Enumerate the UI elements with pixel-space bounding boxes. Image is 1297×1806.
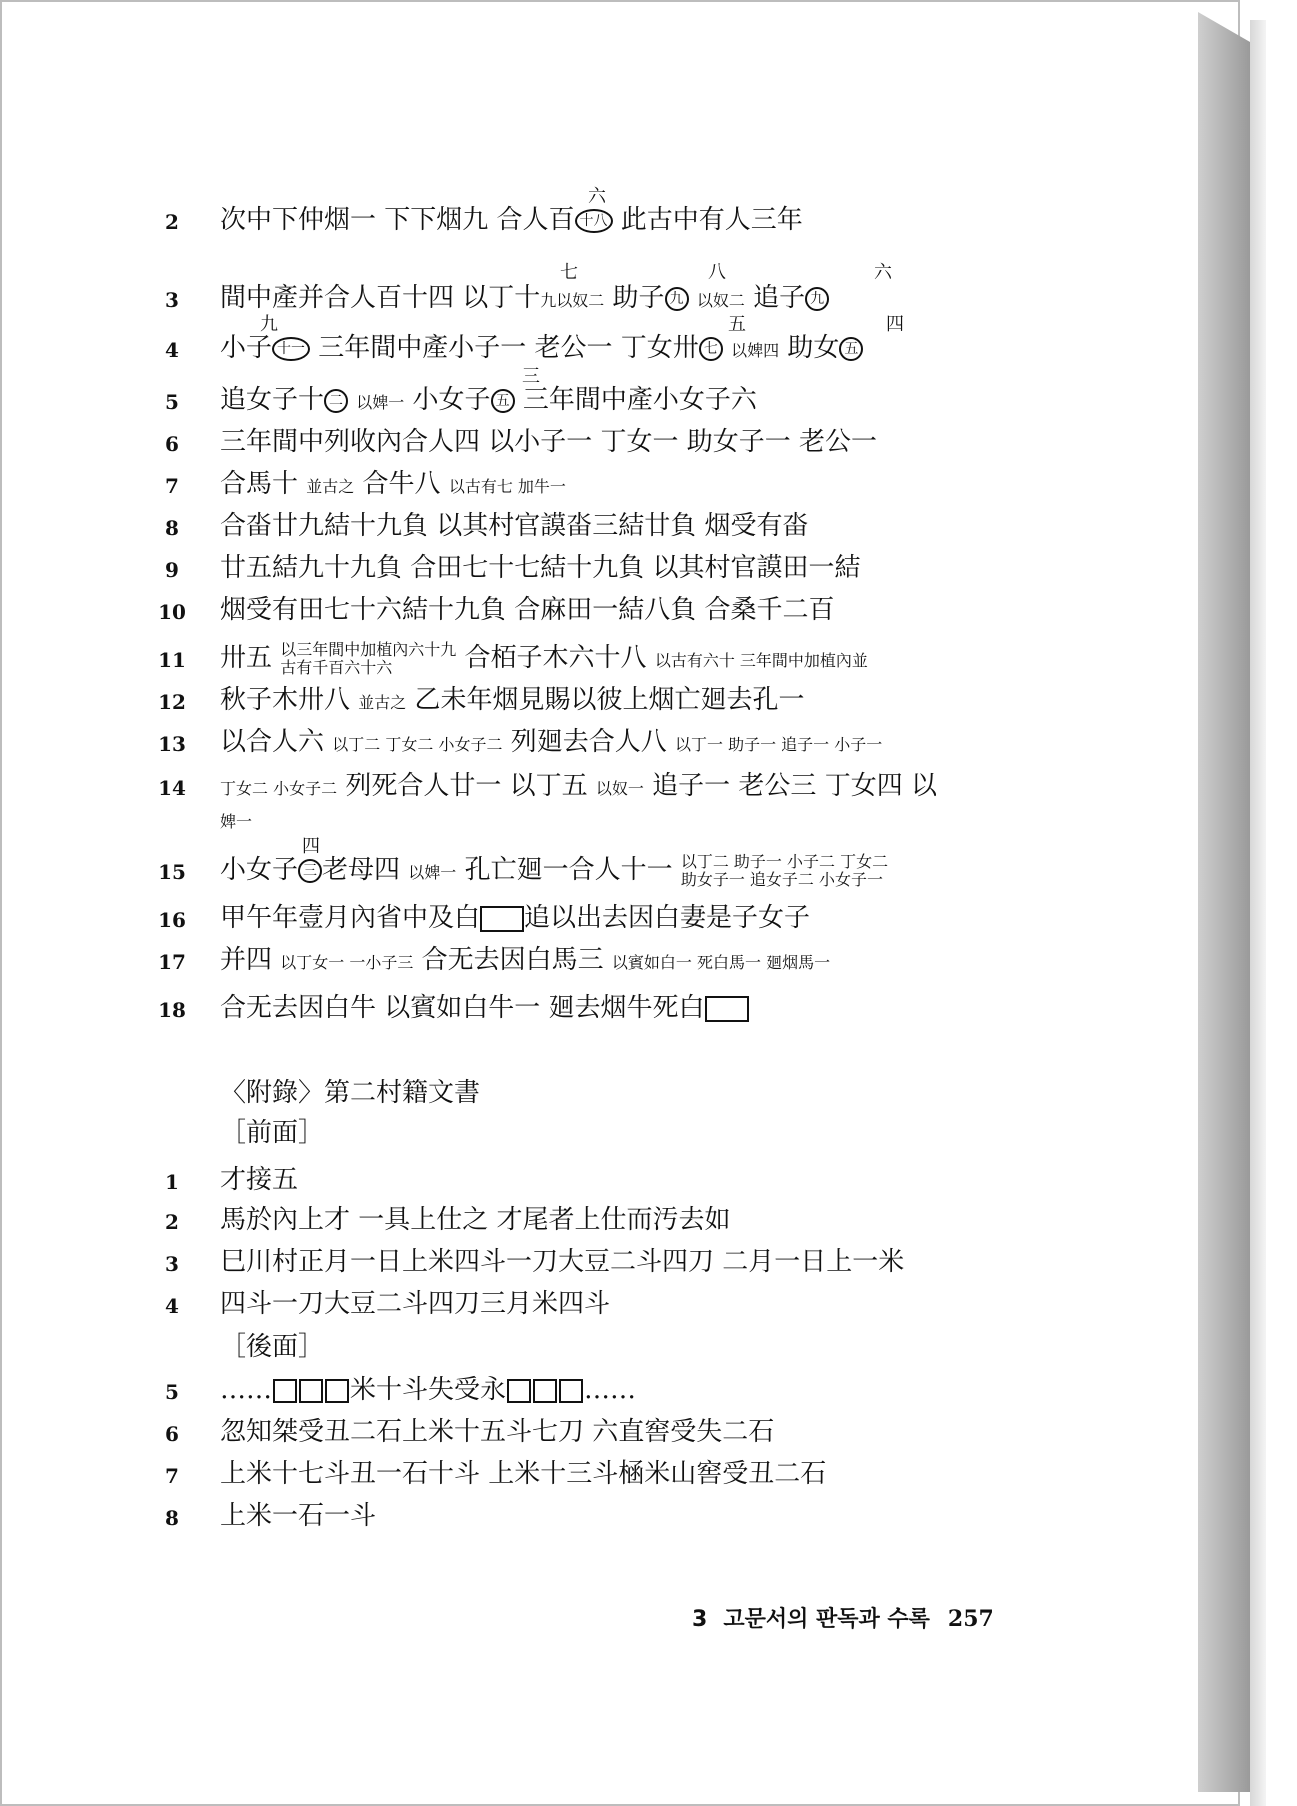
annotation: 以奴一 xyxy=(595,779,644,798)
line-text: 合无去因白馬三 xyxy=(413,945,604,975)
line-text: 秋子木卅八 xyxy=(220,685,351,715)
circled-numeral: 二 xyxy=(324,389,348,413)
line-number: 6 xyxy=(165,432,179,456)
line-text: 間中產并合人百十四 以丁十 xyxy=(220,283,541,313)
line-number: 7 xyxy=(165,1464,179,1488)
circled-numeral: 五 xyxy=(839,337,863,361)
annotation: 以奴二 xyxy=(696,291,745,310)
line-text: 以合人六 xyxy=(220,727,325,757)
line-text: 此古中有人三年 xyxy=(612,205,803,235)
superscript-note: 九 xyxy=(260,314,278,335)
circled-numeral: 九 xyxy=(805,287,829,311)
superscript-note: 七 xyxy=(560,262,578,283)
back-label: ［後面］ xyxy=(220,1332,325,1362)
line-text: 三年間中列收內合人四 以小子一 丁女一 助女子一 老公一 xyxy=(220,427,878,457)
appendix-title: 〈附錄〉第二村籍文書 xyxy=(220,1078,481,1108)
line-text: 合畓廿九結十九負 以其村官謨畓三結廿負 烟受有畓 xyxy=(220,511,809,541)
superscript-note: 六 xyxy=(874,262,892,283)
line-number: 17 xyxy=(158,950,186,974)
line-text: 三年間中產小子一 老公一 丁女卅 xyxy=(310,333,699,363)
line-number: 6 xyxy=(165,1422,179,1446)
annotation: 以婢一 xyxy=(356,393,405,412)
line-number: 2 xyxy=(165,210,179,234)
annotation: 並古之 xyxy=(358,693,407,712)
line-number: 8 xyxy=(165,1506,179,1530)
superscript-note: 四 xyxy=(302,836,320,857)
line-text: 合无去因白牛 以賓如白牛一 廻去烟牛死白 xyxy=(220,993,705,1023)
line-text: 小女子 xyxy=(404,385,491,415)
annotation: 以古有六十 三年間中加植內並 xyxy=(654,651,868,670)
line-text: 追女子十 xyxy=(220,385,325,415)
line-text: 巳川村正月一日上米四斗一刀大豆二斗四刀 二月一日上一米 xyxy=(220,1247,905,1277)
annotation: 以丁一 助子一 追子一 小子一 xyxy=(675,735,883,754)
annotation: 婢一 xyxy=(220,812,253,831)
line-number: 10 xyxy=(158,600,186,624)
line-number: 4 xyxy=(165,338,179,362)
line-text: 合栢子木六十八 xyxy=(456,643,647,673)
chapter-title: 고문서의 판독과 수록 xyxy=(723,1607,930,1632)
missing-char-box xyxy=(507,1379,531,1403)
annotation: 以古有七 加牛一 xyxy=(448,477,566,496)
missing-char-box xyxy=(533,1379,557,1403)
line-number: 3 xyxy=(165,1252,179,1276)
line-number: 9 xyxy=(165,558,179,582)
line-text: 才接五 xyxy=(220,1165,299,1195)
annotation: 並古之 xyxy=(306,477,355,496)
line-text: 乙未年烟見賜以彼上烟亡廻去孔一 xyxy=(406,685,805,715)
line-number: 16 xyxy=(158,908,186,932)
line-number: 14 xyxy=(158,776,186,800)
annotation: 以丁二 丁女二 小女子二 xyxy=(332,735,503,754)
annotation-row: 助女子一 追女子二 小女子一 xyxy=(680,870,884,889)
annotation: 以賓如白一 死白馬一 廻烟馬一 xyxy=(611,953,831,972)
line-number: 1 xyxy=(165,1170,179,1194)
ellipsis: …… xyxy=(584,1375,637,1405)
line-text: 馬於內上才 一具上仕之 才尾者上仕而汚去如 xyxy=(220,1205,731,1235)
superscript-note: 三 xyxy=(522,366,540,387)
annotation-row: 以三年間中加植內六十九 xyxy=(280,640,457,659)
annotation: 以丁女一 一小子三 xyxy=(280,953,414,972)
superscript-note: 八 xyxy=(708,262,726,283)
line-text: 米十斗失受永 xyxy=(350,1375,507,1405)
annotation: 以婢四 xyxy=(731,341,780,360)
line-text: 列廻去合人八 xyxy=(502,727,667,757)
stacked-annotation xyxy=(280,641,456,677)
line-number: 4 xyxy=(165,1294,179,1318)
superscript-note: 六 xyxy=(588,186,606,207)
line-text: 追子一 老公三 丁女四 xyxy=(643,771,903,801)
annotation: 丁女二 小女子二 xyxy=(220,779,338,798)
line-number: 7 xyxy=(165,474,179,498)
circled-numeral: 五 xyxy=(491,389,515,413)
page-number: 257 xyxy=(947,1606,994,1632)
page-stack-edge xyxy=(1198,12,1250,1792)
line-text: 小子 xyxy=(220,333,273,363)
missing-char-box xyxy=(559,1379,583,1403)
circled-numeral: 九 xyxy=(665,287,689,311)
ellipsis: …… xyxy=(220,1375,272,1405)
missing-text-box xyxy=(480,906,524,932)
line-number: 12 xyxy=(158,690,186,714)
line-text: 合牛八 xyxy=(354,469,441,499)
line-text: 三年間中產小女子六 xyxy=(514,385,757,415)
front-label: ［前面］ xyxy=(220,1118,325,1148)
line-text: 助子 xyxy=(604,283,665,313)
line-number: 5 xyxy=(165,390,179,414)
line-number: 5 xyxy=(165,1380,179,1404)
annotation: 以婢一 xyxy=(408,863,457,882)
line-text: 孔亡廻一合人十一 xyxy=(456,855,673,885)
superscript-note: 五 xyxy=(728,314,746,335)
line-text: 以 xyxy=(910,771,937,801)
line-text: 助女 xyxy=(779,333,840,363)
superscript-note: 四 xyxy=(886,314,904,335)
missing-char-box xyxy=(299,1379,323,1403)
line-text: 追子 xyxy=(744,283,806,313)
page-shadow xyxy=(1250,20,1266,1806)
line-text: 忽知桀受丑二石上米十五斗七刀 六直窖受失二石 xyxy=(220,1417,775,1447)
annotation-row: 以丁二 助子一 小子二 丁女二 xyxy=(680,852,889,871)
line-text: 甲午年壹月內省中及白 xyxy=(220,903,481,933)
line-text: 烟受有田七十六結十九負 合麻田一結八負 合桑千二百 xyxy=(220,595,835,625)
annotation: 九以奴二 xyxy=(540,291,605,310)
missing-text-box xyxy=(705,996,749,1022)
line-text: 上米十七斗丑一石十斗 上米十三斗㮀米山窖受丑二石 xyxy=(220,1459,827,1489)
line-number: 8 xyxy=(165,516,179,540)
line-number: 18 xyxy=(158,998,186,1022)
line-number: 2 xyxy=(165,1210,179,1234)
circled-numeral: 三 xyxy=(298,859,322,883)
line-text: 四斗一刀大豆二斗四刀三月米四斗 xyxy=(220,1289,611,1319)
line-number: 3 xyxy=(165,288,179,312)
line-text: 卅五 xyxy=(220,643,273,673)
section-number: 3 xyxy=(692,1607,708,1632)
circled-numeral: 七 xyxy=(699,337,723,361)
line-text: 老母四 xyxy=(322,855,401,885)
line-text: 合馬十 xyxy=(220,469,299,499)
circled-numeral: 十八 xyxy=(575,209,613,233)
line-text: 追以出去因白妻是子女子 xyxy=(524,903,811,933)
line-number: 13 xyxy=(158,732,186,756)
line-text: 并四 xyxy=(220,945,273,975)
annotation-row: 古有千百六十六 xyxy=(280,658,393,677)
stacked-annotation xyxy=(681,853,888,889)
line-text: 次中下仲烟一 下下烟九 合人百 xyxy=(220,205,575,235)
missing-char-box xyxy=(325,1379,349,1403)
line-text: 上米一石一斗 xyxy=(220,1501,377,1531)
line-text: 小女子 xyxy=(220,855,299,885)
line-number: 15 xyxy=(158,860,186,884)
circled-numeral: 十一 xyxy=(272,337,310,361)
line-number: 11 xyxy=(158,648,186,672)
page-footer xyxy=(692,1602,994,1633)
line-text: 列死合人廿一 以丁五 xyxy=(337,771,588,801)
missing-char-box xyxy=(273,1379,297,1403)
line-text: 廿五結九十九負 合田七十七結十九負 以其村官謨田一結 xyxy=(220,553,861,583)
